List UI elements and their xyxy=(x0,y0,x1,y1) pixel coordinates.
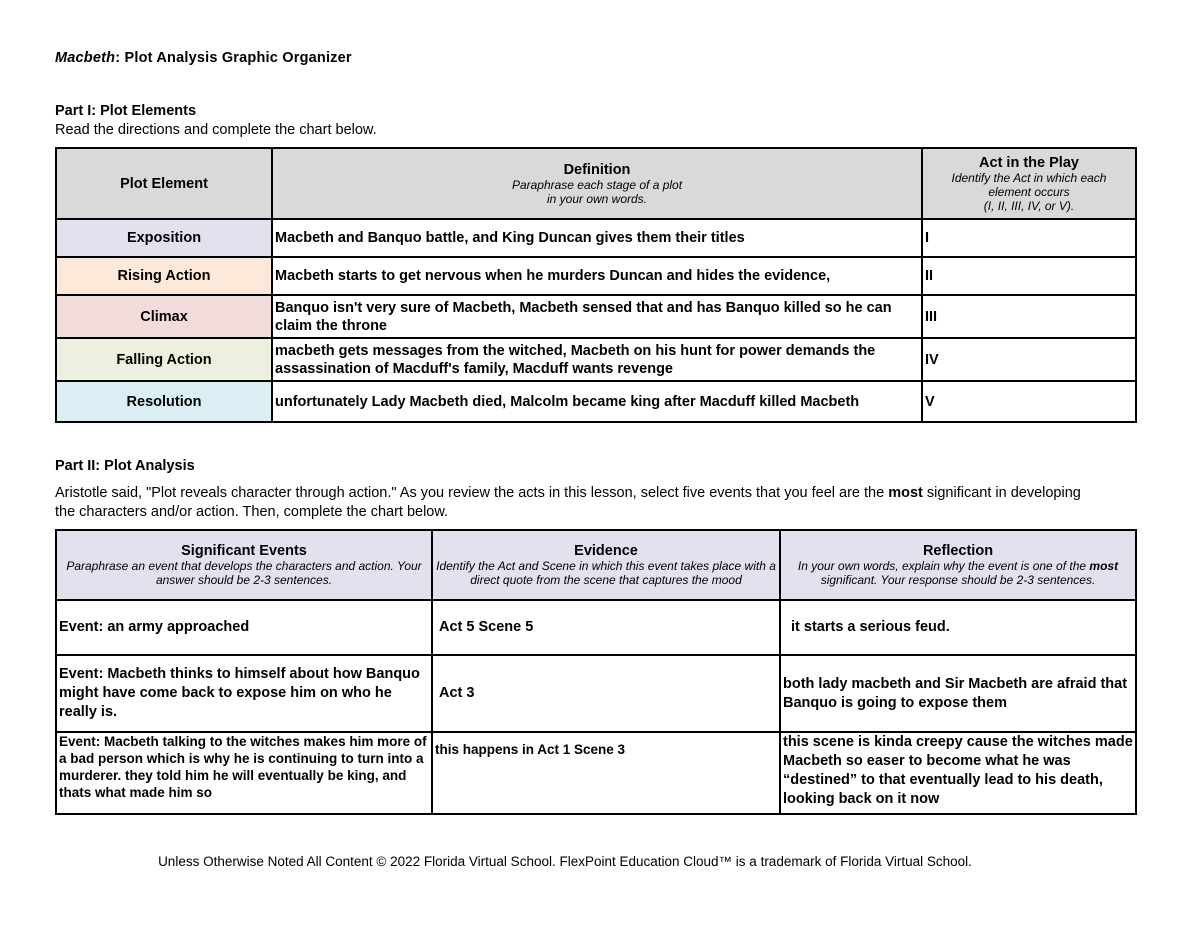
table-row xyxy=(56,295,1136,338)
act-cell[interactable]: IV xyxy=(922,338,1136,381)
document-title xyxy=(55,50,352,66)
plot-analysis-table xyxy=(55,529,1137,815)
definition-cell[interactable]: unfortunately Lady Macbeth died, Malcolm became king after Macduff killed Macbeth xyxy=(272,381,922,422)
evidence-cell[interactable]: this happens in Act 1 Scene 3 xyxy=(432,732,780,814)
definition-cell[interactable]: macbeth gets messages from the witched, Macbeth on his hunt for power demands the assassination of Macduff's family, Macduff wants revenge xyxy=(272,338,922,381)
part2-directions: Aristotle said, "Plot reveals character through action." As you review the acts in this lesson, select five events that you feel are the most significant in developing the characters and/or action. Then, complete the chart below. xyxy=(55,485,1081,520)
table-row xyxy=(56,381,1136,422)
plot-element-cell: Climax xyxy=(56,295,272,338)
definition-cell[interactable]: Macbeth starts to get nervous when he murders Duncan and hides the evidence, xyxy=(272,257,922,295)
header-plot-element: Plot Element xyxy=(56,148,272,219)
table-row xyxy=(56,732,1136,814)
definition-cell[interactable]: Banquo isn't very sure of Macbeth, Macbeth sensed that and has Banquo killed so he can claim the throne xyxy=(272,295,922,338)
reflection-cell[interactable]: this scene is kinda creepy cause the witches made Macbeth so easer to become what he was “destined” to that eventually lead to his death, looking back on it now xyxy=(780,732,1136,814)
part1-heading: Part I: Plot Elements xyxy=(55,103,197,119)
title-italic: Macbeth xyxy=(55,50,116,66)
act-cell[interactable]: II xyxy=(922,257,1136,295)
act-cell[interactable]: III xyxy=(922,295,1136,338)
evidence-cell[interactable]: Act 5 Scene 5 xyxy=(432,600,780,655)
table-row xyxy=(56,257,1136,295)
part1-directions: Read the directions and complete the chart below. xyxy=(55,122,377,138)
plot-element-cell: Rising Action xyxy=(56,257,272,295)
title-rest: : Plot Analysis Graphic Organizer xyxy=(115,50,352,66)
table-row xyxy=(56,219,1136,257)
event-cell[interactable]: Event: Macbeth talking to the witches makes him more of a bad person which is why he is continuing to turn into a murderer. they told him he will eventually be king, and thats what made him so xyxy=(56,732,432,814)
copyright-footer: Unless Otherwise Noted All Content © 2022 Florida Virtual School. FlexPoint Education Cloud™ is a trademark of Florida Virtual School. xyxy=(158,854,972,869)
part2-heading: Part II: Plot Analysis xyxy=(55,458,195,474)
header-significant-events: Significant Events Paraphrase an event that develops the characters and action. Your answer should be 2-3 sentences. xyxy=(56,530,432,600)
plot-element-cell: Falling Action xyxy=(56,338,272,381)
table-row xyxy=(56,338,1136,381)
event-cell[interactable]: Event: an army approached xyxy=(56,600,432,655)
definition-cell[interactable]: Macbeth and Banquo battle, and King Duncan gives them their titles xyxy=(272,219,922,257)
analysis-table-header-row xyxy=(56,530,1136,600)
table-row xyxy=(56,655,1136,732)
act-cell[interactable]: I xyxy=(922,219,1136,257)
plot-elements-table xyxy=(55,147,1137,423)
plot-element-cell: Exposition xyxy=(56,219,272,257)
plot-element-cell: Resolution xyxy=(56,381,272,422)
plot-table-header-row xyxy=(56,148,1136,219)
header-reflection: Reflection In your own words, explain why the event is one of the most significant. Your response should be 2-3 sentences. xyxy=(780,530,1136,600)
reflection-cell[interactable]: both lady macbeth and Sir Macbeth are afraid that Banquo is going to expose them xyxy=(780,655,1136,732)
header-definition: Definition Paraphrase each stage of a plot in your own words. xyxy=(272,148,922,219)
table-row xyxy=(56,600,1136,655)
header-act: Act in the Play Identify the Act in which each element occurs (I, II, III, IV, or V). xyxy=(922,148,1136,219)
event-cell[interactable]: Event: Macbeth thinks to himself about how Banquo might have come back to expose him on who he really is. xyxy=(56,655,432,732)
header-evidence: Evidence Identify the Act and Scene in which this event takes place with a direct quote from the scene that captures the mood xyxy=(432,530,780,600)
reflection-cell[interactable]: it starts a serious feud. xyxy=(780,600,1136,655)
evidence-cell[interactable]: Act 3 xyxy=(432,655,780,732)
act-cell[interactable]: V xyxy=(922,381,1136,422)
